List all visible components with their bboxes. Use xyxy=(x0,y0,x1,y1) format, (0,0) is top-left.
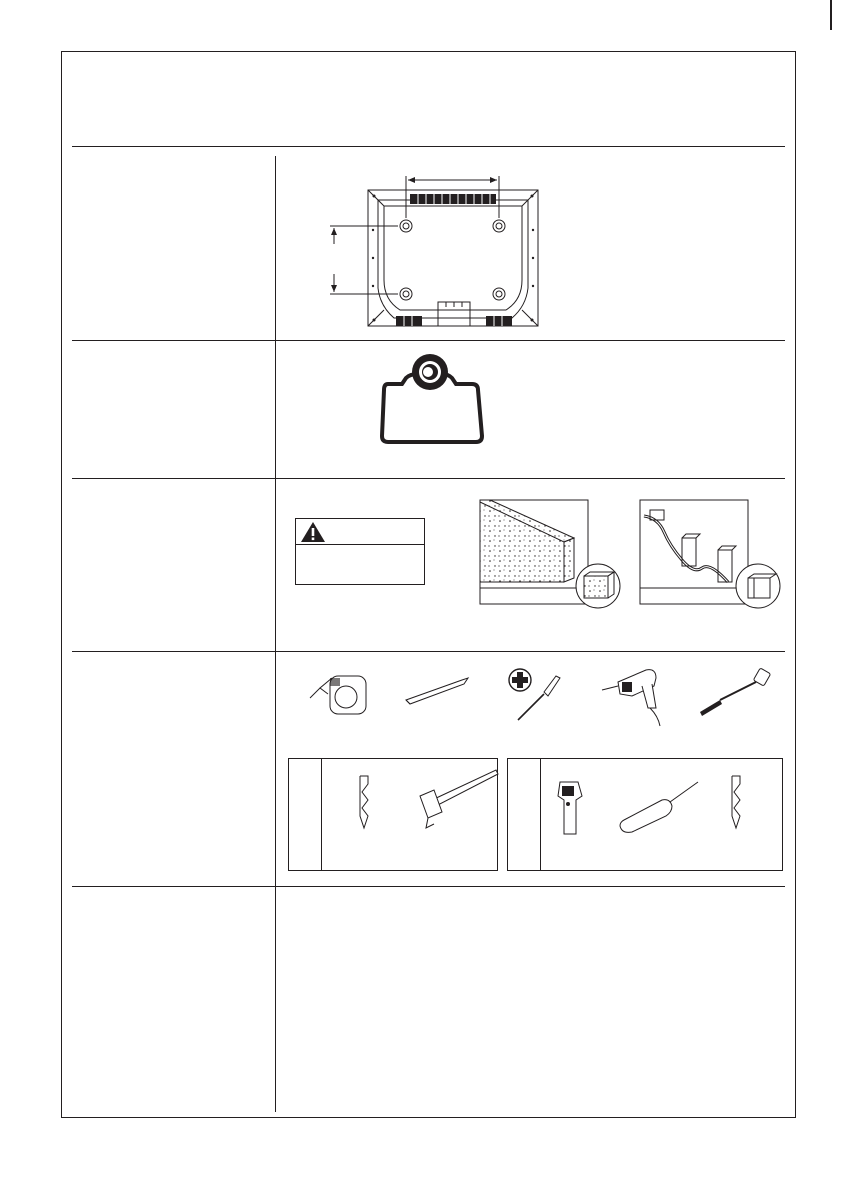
stud-finder-icon xyxy=(556,778,592,838)
weight-icon xyxy=(380,348,484,448)
warning-header-bar xyxy=(296,519,424,545)
stud-wall-icon xyxy=(638,498,782,610)
page-corner-mark xyxy=(830,0,832,30)
solid-concrete-wall-icon xyxy=(478,498,622,610)
hammer-icon xyxy=(412,762,502,832)
kit-b-label-column xyxy=(508,759,541,870)
pencil-icon xyxy=(402,676,472,706)
socket-wrench-icon xyxy=(696,666,772,716)
phillips-screwdriver-icon xyxy=(506,664,566,724)
warning-triangle-icon xyxy=(300,521,326,543)
divider xyxy=(72,886,785,887)
drill-bit-icon xyxy=(726,774,746,830)
divider xyxy=(72,651,785,652)
divider xyxy=(72,146,785,147)
tape-measure-icon xyxy=(306,664,372,722)
notes-area xyxy=(276,892,785,1107)
power-drill-icon xyxy=(598,664,668,728)
divider xyxy=(72,478,785,479)
page-title xyxy=(62,52,795,147)
awl-icon xyxy=(618,778,700,834)
kit-a-label-column xyxy=(289,759,322,870)
vesa-mounting-pattern-diagram xyxy=(322,170,552,330)
divider xyxy=(72,340,785,341)
instruction-page-frame xyxy=(61,51,796,1118)
drill-bit-icon xyxy=(354,774,374,830)
warning-box xyxy=(295,518,425,585)
